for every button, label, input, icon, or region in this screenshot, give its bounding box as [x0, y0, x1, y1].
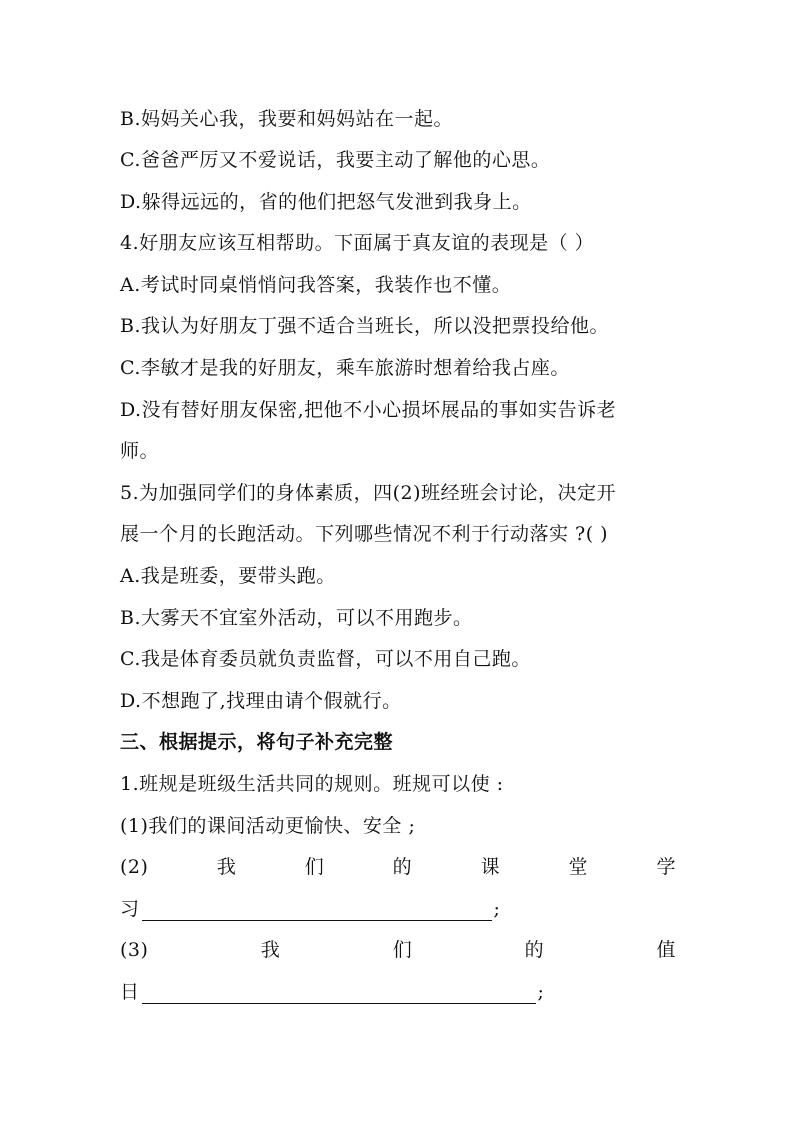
- q5-option-c: C.我是体育委员就负责监督，可以不用自己跑。: [120, 648, 531, 670]
- q5-option-d: D.不想跑了,找理由请个假就行。: [120, 690, 402, 712]
- s3q1-item-2-line1: [120, 855, 676, 879]
- item-2-word: 的: [392, 856, 413, 878]
- item-3-end: ;: [537, 981, 545, 1003]
- question-5-line1: 5.为加强同学们的身体素质，四(2)班经班会讨论，决定开: [120, 482, 617, 504]
- question-5-line2: 展一个月的长跑活动。下列哪些情况不利于行动落实 ?( ): [120, 523, 609, 545]
- item-3-tail: 日: [120, 981, 140, 1003]
- q3-option-d: D.躲得远远的，省的他们把怒气发泄到我身上。: [120, 191, 532, 213]
- s3q1-item-1: (1)我们的课间活动更愉快、安全 ;: [120, 815, 416, 837]
- item-3-word: 我: [260, 939, 281, 961]
- item-2-word: (2): [120, 856, 149, 878]
- item-2-word: 课: [480, 856, 501, 878]
- item-2-word: 们: [304, 856, 325, 878]
- q3-option-c: C.爸爸严厉又不爱说话，我要主动了解他的心思。: [120, 149, 551, 171]
- item-2-tail: 习: [120, 898, 140, 920]
- item-3-word: 值: [656, 939, 676, 961]
- s3q1-item-3-line2: [120, 980, 676, 1004]
- section-3-heading: 三、根据提示，将句子补充完整: [120, 731, 394, 753]
- q4-option-b: B.我认为好朋友丁强不适合当班长，所以没把票投给他。: [120, 315, 610, 337]
- section-3-question-1: 1.班规是班级生活共同的规则。班规可以使 :: [120, 773, 504, 795]
- s3q1-item-2-line2: [120, 897, 676, 921]
- s3q1-item-3-line1: [120, 938, 676, 962]
- item-3-word: 的: [524, 939, 545, 961]
- q4-option-d-line1: D.没有替好朋友保密,把他不小心损坏展品的事如实告诉老: [120, 399, 617, 421]
- q4-option-d-line2: 师。: [120, 440, 160, 462]
- item-3-answer-blank[interactable]: [142, 983, 536, 1004]
- item-2-answer-blank[interactable]: [142, 900, 492, 921]
- q4-option-c: C.李敏才是我的好朋友，乘车旅游时想着给我占座。: [120, 357, 570, 379]
- item-3-word: (3): [120, 939, 149, 961]
- question-4: 4.好朋友应该互相帮助。下面属于真友谊的表现是（ ）: [120, 232, 595, 254]
- q4-option-a: A.考试时同桌悄悄问我答案，我装作也不懂。: [120, 274, 512, 296]
- item-3-word: 们: [392, 939, 413, 961]
- item-2-word: 堂: [568, 856, 589, 878]
- q5-option-a: A.我是班委，要带头跑。: [120, 565, 336, 587]
- q3-option-b: B.妈妈关心我，我要和妈妈站在一起。: [120, 108, 454, 130]
- item-2-end: ;: [493, 898, 501, 920]
- q5-option-b: B.大雾天不宜室外活动，可以不用跑步。: [120, 607, 473, 629]
- item-2-word: 我: [216, 856, 237, 878]
- item-2-word: 学: [656, 856, 676, 878]
